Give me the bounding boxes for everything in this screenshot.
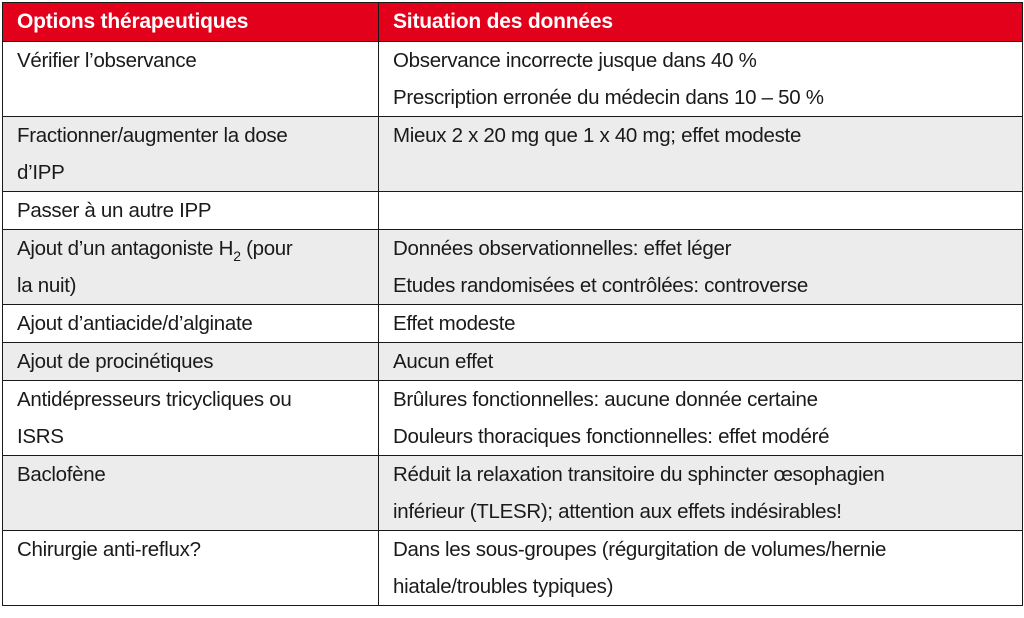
option-text-part: (pour [240,237,293,260]
data-text: Etudes randomisées et contrôlées: controverse [393,274,808,297]
option-text: Passer à un autre IPP [17,199,212,222]
option-text: d’IPP [17,161,65,184]
data-cell [379,381,1023,456]
option-text: ISRS [17,425,64,448]
data-text: Données observationnelles: effet léger [393,237,732,260]
data-cell [379,343,1023,381]
table-row [3,343,1023,381]
data-cell [379,42,1023,117]
data-cell [379,456,1023,531]
table-row [3,230,1023,305]
data-cell [379,531,1023,606]
option-cell [3,305,379,343]
option-cell [3,117,379,192]
table-header-row [3,3,1023,42]
option-text-part: Ajout d’un antagoniste H [17,237,234,260]
option-text: Chirurgie anti-reflux? [17,538,201,561]
data-text: inférieur (TLESR); attention aux effets indésirables! [393,500,842,523]
option-text: Antidépresseurs tricycliques ou [17,388,292,411]
data-cell [379,230,1023,305]
option-text: Ajout de procinétiques [17,350,214,373]
option-text: Ajout d’antiacide/d’alginate [17,312,253,335]
data-text: Mieux 2 x 20 mg que 1 x 40 mg; effet modeste [393,124,802,147]
data-cell [379,305,1023,343]
header-data-status: Situation des données [379,3,1023,42]
option-text: Baclofène [17,463,106,486]
data-cell [379,192,1023,230]
option-text: Fractionner/augmenter la dose [17,124,288,147]
therapy-options-table [2,2,1023,606]
table-row [3,305,1023,343]
option-text: Vérifier l’observance [17,49,197,72]
data-cell [379,117,1023,192]
data-text: Prescription erronée du médecin dans 10 – 50 % [393,86,824,109]
table-row [3,456,1023,531]
option-cell [3,531,379,606]
option-cell [3,42,379,117]
data-text: hiatale/troubles typiques) [393,575,614,598]
table-row [3,531,1023,606]
data-text: Douleurs thoraciques fonctionnelles: effet modéré [393,425,830,448]
option-text [17,230,364,267]
option-cell [3,343,379,381]
data-text: Effet modeste [393,312,516,335]
data-text: Observance incorrecte jusque dans 40 % [393,49,757,72]
therapy-options-table-container [2,2,1022,606]
option-cell [3,192,379,230]
option-cell [3,381,379,456]
data-text: Brûlures fonctionnelles: aucune donnée certaine [393,388,818,411]
table-row [3,192,1023,230]
subscript-text: 2 [233,248,241,264]
table-row [3,117,1023,192]
option-cell [3,456,379,531]
table-row [3,381,1023,456]
data-text: Aucun effet [393,350,494,373]
option-text: la nuit) [17,274,77,297]
table-row [3,42,1023,117]
header-options: Options thérapeutiques [3,3,379,42]
data-text: Dans les sous-groupes (régurgitation de volumes/hernie [393,538,887,561]
data-text: Réduit la relaxation transitoire du sphincter œsophagien [393,463,885,486]
option-cell [3,230,379,305]
